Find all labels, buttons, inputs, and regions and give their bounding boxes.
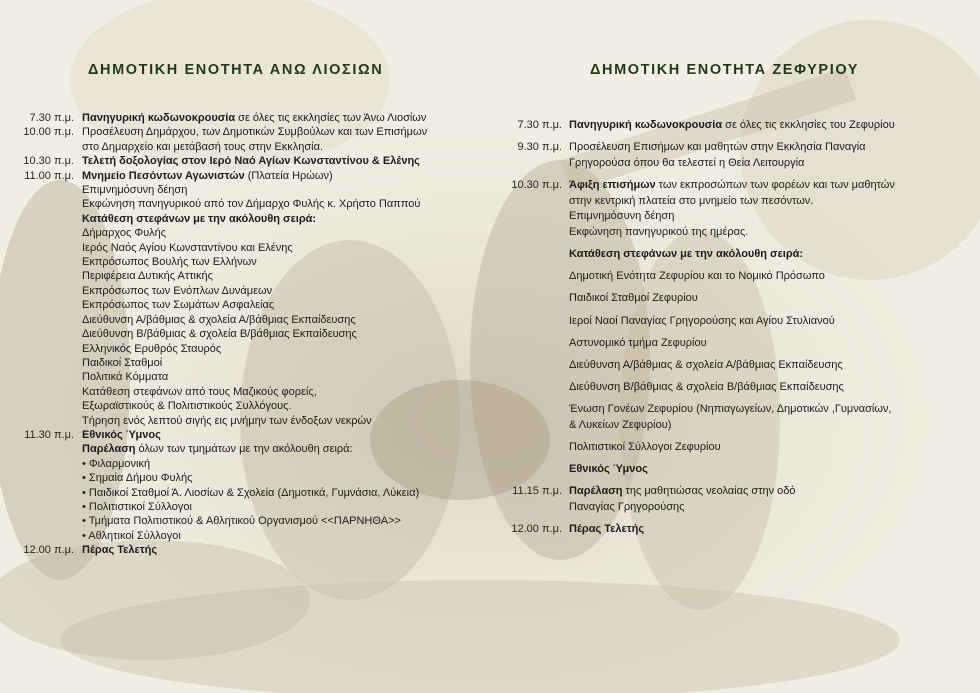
schedule-text <box>82 154 427 168</box>
schedule-text <box>82 385 427 399</box>
row-spacer <box>505 456 895 463</box>
schedule-text-bold: Παρέλαση <box>82 443 136 456</box>
schedule-row <box>8 500 427 514</box>
schedule-text-plain: της μαθητιώσας νεολαίας στην οδό <box>622 485 796 498</box>
schedule-text-plain: • Φιλαρμονική <box>82 457 151 470</box>
schedule-row <box>8 529 427 543</box>
schedule-text <box>569 440 895 456</box>
schedule-text-bold: Πανηγυρική κωδωνοκρουσία <box>82 112 236 124</box>
row-spacer <box>505 433 895 440</box>
row-spacer <box>505 396 895 403</box>
schedule-text-plain: Διεύθυνση Β/βάθμιας & σχολεία Β/βάθμιας Εκπαίδευσης <box>569 381 844 394</box>
row-spacer <box>505 171 895 178</box>
schedule-text-plain: όλων των τμημάτων με την ακόλουθη σειρά: <box>135 443 353 456</box>
schedule-row <box>505 209 895 225</box>
schedule-row <box>8 226 427 240</box>
schedule-text-plain: σε όλες τις εκκλησίες του Ζεφυρίου <box>722 119 895 131</box>
schedule-row <box>8 457 427 471</box>
schedule-row <box>8 385 427 399</box>
schedule-text <box>82 212 427 226</box>
schedule-text-plain: (Πλατεία Ηρώων) <box>244 169 333 182</box>
schedule-text <box>569 522 895 538</box>
schedule-text <box>82 169 427 183</box>
schedule-row <box>505 358 895 374</box>
schedule-text <box>82 500 427 514</box>
schedule-text <box>569 156 895 172</box>
schedule-text <box>82 298 427 312</box>
schedule-text-plain: Εκφώνηση πανηγυρικού της ημέρας. <box>569 225 749 238</box>
left-heading: ΔΗΜΟΤΙΚΗ ΕΝΟΤΗΤΑ ΑΝΩ ΛΙΟΣΙΩΝ <box>88 62 384 78</box>
schedule-row <box>8 342 427 356</box>
schedule-row <box>505 418 895 434</box>
schedule-row <box>8 471 427 485</box>
schedule-text-plain: Προσέλευση Δημάρχου, των Δημοτικών Συμβούλων και των Επισήμων <box>82 126 428 139</box>
schedule-text-plain: Κατάθεση στεφάνων από τους Μαζικούς φορείς, <box>82 385 317 398</box>
schedule-text <box>569 358 895 374</box>
schedule-text <box>569 209 895 225</box>
schedule-text <box>82 529 427 543</box>
schedule-time: 9.30 π.μ. <box>517 141 562 154</box>
schedule-text <box>82 370 427 384</box>
schedule-time: 11.30 π.μ. <box>24 428 74 441</box>
schedule-text-plain: Πολιτικά Κόμματα <box>82 371 169 384</box>
schedule-text-plain: στο Δημαρχείο και μετάβασή τους στην Εκκλησία. <box>82 140 324 153</box>
schedule-row <box>505 522 895 538</box>
schedule-text <box>569 269 895 285</box>
right-schedule-list <box>505 118 895 538</box>
schedule-time: 12.00 π.μ. <box>511 523 562 536</box>
schedule-row <box>8 125 427 139</box>
schedule-text-plain: • Αθλητικοί Σύλλογοι <box>82 529 181 542</box>
schedule-text-plain: Επιμνημόσυνη δέηση <box>82 184 188 197</box>
schedule-text <box>569 500 895 516</box>
schedule-text-plain: Περιφέρεια Δυτικής Αττικής <box>82 270 213 283</box>
schedule-text <box>82 125 427 139</box>
schedule-text <box>569 225 895 241</box>
schedule-text <box>82 414 427 428</box>
schedule-text-plain: Εκπρόσωπος Βουλής των Ελλήνων <box>82 256 257 269</box>
left-column-ano-liosia <box>8 62 490 557</box>
schedule-text <box>82 255 427 269</box>
schedule-text <box>82 241 427 255</box>
schedule-time: 7.30 π.μ. <box>517 119 562 131</box>
schedule-text <box>82 543 427 557</box>
schedule-row <box>8 111 427 125</box>
schedule-row <box>8 212 427 226</box>
schedule-text <box>82 197 427 211</box>
row-spacer <box>505 285 895 292</box>
schedule-row <box>8 414 427 428</box>
row-spacer <box>505 329 895 336</box>
schedule-time: 11.00 π.μ. <box>24 169 74 182</box>
schedule-time: 10.00 π.μ. <box>23 126 74 139</box>
schedule-text <box>569 314 895 330</box>
schedule-time: 7.30 π.μ. <box>29 112 74 124</box>
schedule-row <box>8 370 427 384</box>
schedule-row <box>8 399 427 413</box>
row-spacer <box>505 478 895 485</box>
schedule-text <box>569 380 895 396</box>
schedule-row <box>8 269 427 283</box>
schedule-text-plain: Διεύθυνση Β/βάθμιας & σχολεία Β/βάθμιας Εκπαίδευσης <box>82 328 357 341</box>
schedule-text <box>82 284 427 298</box>
schedule-text-plain: Παναγίας Γρηγορούσης <box>569 501 685 513</box>
schedule-row <box>8 428 427 442</box>
row-spacer <box>505 134 895 141</box>
schedule-text <box>82 471 427 485</box>
schedule-text <box>569 462 895 478</box>
schedule-text-plain: Ένωση Γονέων Ζεφυρίου (Νηπιαγωγείων, Δημοτικών ,Γυμνασίων, <box>569 403 892 416</box>
schedule-time: 11.15 π.μ. <box>512 485 562 498</box>
schedule-row <box>505 140 895 156</box>
schedule-text-plain: Επιμνημόσυνη δέηση <box>569 210 675 223</box>
schedule-row <box>8 183 427 197</box>
schedule-row <box>505 314 895 330</box>
schedule-text <box>82 183 427 197</box>
row-spacer <box>505 307 895 314</box>
schedule-text-plain: Ελληνικός Ερυθρός Σταυρός <box>82 342 222 355</box>
schedule-text-plain: των εκπροσώπων των φορέων και των μαθητών <box>655 178 895 191</box>
schedule-text <box>82 140 427 154</box>
left-schedule-list <box>8 111 427 558</box>
schedule-row <box>505 247 895 263</box>
schedule-text <box>569 336 895 352</box>
schedule-row <box>505 225 895 241</box>
schedule-text-plain: Πολιτιστικοί Σύλλογοι Ζεφυρίου <box>569 441 721 454</box>
schedule-text-plain: Τήρηση ενός λεπτού σιγής εις μνήμην των ένδοξων νεκρών <box>82 414 372 427</box>
schedule-text-plain: • Πολιτιστικοί Σύλλογοι <box>82 500 192 513</box>
schedule-text-bold: Εθνικός Ύμνος <box>569 463 648 476</box>
schedule-row <box>8 298 427 312</box>
schedule-text-bold: Άφιξη επισήμων <box>569 178 656 191</box>
schedule-text-plain: Εκφώνηση πανηγυρικού από τον Δήμαρχο Φυλής κ. Χρήστο Παππού <box>82 198 421 211</box>
schedule-row <box>505 402 895 418</box>
schedule-text <box>82 269 427 283</box>
schedule-text <box>82 313 427 327</box>
schedule-text <box>569 484 895 500</box>
schedule-text <box>569 194 895 210</box>
schedule-row <box>8 255 427 269</box>
row-spacer <box>505 516 895 523</box>
schedule-text <box>82 486 427 500</box>
schedule-text-plain: Γρηγορούσα όπου θα τελεστεί η Θεία Λειτουργία <box>569 156 805 169</box>
schedule-text-plain: Παιδικοί Σταθμοί Ζεφυρίου <box>569 292 698 305</box>
schedule-row <box>8 197 427 211</box>
schedule-row <box>8 486 427 500</box>
schedule-text <box>82 342 427 356</box>
schedule-row <box>505 269 895 285</box>
schedule-row <box>8 284 427 298</box>
schedule-text-plain: Διεύθυνση Α/βάθμιας & σχολεία Α/βάθμιας Εκπαίδευσης <box>569 358 843 371</box>
schedule-text-bold: Παρέλαση <box>569 485 623 498</box>
schedule-text-plain: Εκπρόσωπος των Σωμάτων Ασφαλείας <box>82 299 275 312</box>
schedule-text-plain: Ιερός Ναός Αγίου Κωνσταντίνου και Ελένης <box>82 241 293 254</box>
schedule-text-plain: Δημοτική Ενότητα Ζεφυρίου και το Νομικό Πρόσωπο <box>569 270 825 283</box>
schedule-row <box>505 380 895 396</box>
schedule-text-plain: σε όλες τις εκκλησίες των Άνω Λιοσίων <box>235 112 427 124</box>
schedule-text-plain: Παιδικοί Σταθμοί <box>82 356 163 369</box>
schedule-row <box>505 336 895 352</box>
schedule-row <box>505 291 895 307</box>
schedule-row <box>8 543 427 557</box>
right-heading: ΔΗΜΟΤΙΚΗ ΕΝΟΤΗΤΑ ΖΕΦΥΡΙΟΥ <box>590 62 860 78</box>
schedule-text <box>569 178 895 194</box>
schedule-text-plain: Ιεροί Ναοί Παναγίας Γρηγορούσης και Αγίου Στυλιανού <box>569 314 835 327</box>
schedule-text <box>82 428 427 442</box>
schedule-text-bold: Πανηγυρική κωδωνοκρουσία <box>569 119 723 131</box>
schedule-text <box>82 442 427 456</box>
schedule-row <box>8 514 427 528</box>
schedule-time: 10.30 π.μ. <box>511 178 562 191</box>
schedule-row <box>505 194 895 210</box>
schedule-text <box>82 226 427 240</box>
schedule-row <box>505 440 895 456</box>
schedule-text <box>82 111 427 125</box>
schedule-row <box>8 327 427 341</box>
schedule-row <box>8 241 427 255</box>
schedule-row <box>505 118 895 134</box>
schedule-text <box>569 118 895 134</box>
row-spacer <box>505 263 895 270</box>
schedule-text <box>569 140 895 156</box>
schedule-text-plain: Εξωραϊστικούς & Πολιτιστικούς Συλλόγους. <box>82 400 292 413</box>
schedule-text-plain: • Τμήματα Πολιτιστικού & Αθλητικού Οργανισμού <<ΠΑΡΝΗΘΑ>> <box>82 515 401 528</box>
schedule-row <box>505 178 895 194</box>
schedule-text-bold: Κατάθεση στεφάνων με την ακόλουθη σειρά: <box>82 212 317 225</box>
schedule-text <box>569 291 895 307</box>
schedule-text-bold: Μνημείο Πεσόντων Αγωνιστών <box>82 169 245 182</box>
schedule-text-plain: & Λυκείων Ζεφυρίου) <box>569 418 672 431</box>
row-spacer <box>505 373 895 380</box>
schedule-text-plain: Προσέλευση Επισήμων και μαθητών στην Εκκλησία Παναγία <box>569 141 866 154</box>
schedule-text-plain: • Παιδικοί Σταθμοί Ά. Λιοσίων & Σχολεία (Δημοτικά, Γυμνάσια, Λύκεια) <box>82 486 420 499</box>
schedule-text <box>569 402 895 418</box>
schedule-text-bold: Πέρας Τελετής <box>569 523 645 536</box>
schedule-text <box>82 514 427 528</box>
schedule-text <box>82 356 427 370</box>
schedule-text <box>82 327 427 341</box>
schedule-row <box>8 169 427 183</box>
schedule-text-plain: Διεύθυνση Α/βάθμιας & σχολεία Α/βάθμιας Εκπαίδευσης <box>82 313 356 326</box>
schedule-row <box>505 156 895 172</box>
schedule-text <box>569 247 895 263</box>
schedule-row <box>505 484 895 500</box>
schedule-text <box>82 399 427 413</box>
schedule-row <box>8 154 427 168</box>
schedule-text-bold: Εθνικός Ύμνος <box>82 428 161 441</box>
schedule-row <box>8 313 427 327</box>
schedule-text <box>569 418 895 434</box>
schedule-time: 12.00 π.μ. <box>23 544 74 557</box>
schedule-text-bold: Κατάθεση στεφάνων με την ακόλουθη σειρά: <box>569 247 804 260</box>
schedule-row <box>8 442 427 456</box>
schedule-text-bold: Τελετή δοξολογίας στον Ιερό Ναό Αγίων Κωνσταντίνου & Ελένης <box>82 155 420 168</box>
schedule-text-plain: Εκπρόσωπος των Ενόπλων Δυνάμεων <box>82 284 273 297</box>
row-spacer <box>505 240 895 247</box>
schedule-time: 10.30 π.μ. <box>23 155 74 168</box>
row-spacer <box>505 351 895 358</box>
schedule-row <box>505 462 895 478</box>
schedule-text <box>82 457 427 471</box>
schedule-text-plain: Αστυνομικό τμήμα Ζεφυρίου <box>569 336 707 349</box>
schedule-row <box>8 356 427 370</box>
schedule-text-plain: στην κεντρική πλατεία στο μνημείο των πεσόντων. <box>569 194 814 207</box>
schedule-text-plain: • Σημαία Δήμου Φυλής <box>82 472 193 485</box>
schedule-text-bold: Πέρας Τελετής <box>82 544 158 557</box>
schedule-text-plain: Δήμαρχος Φυλής <box>82 227 167 240</box>
schedule-row <box>505 500 895 516</box>
right-column-zefyri <box>505 62 975 536</box>
schedule-row <box>8 140 427 154</box>
